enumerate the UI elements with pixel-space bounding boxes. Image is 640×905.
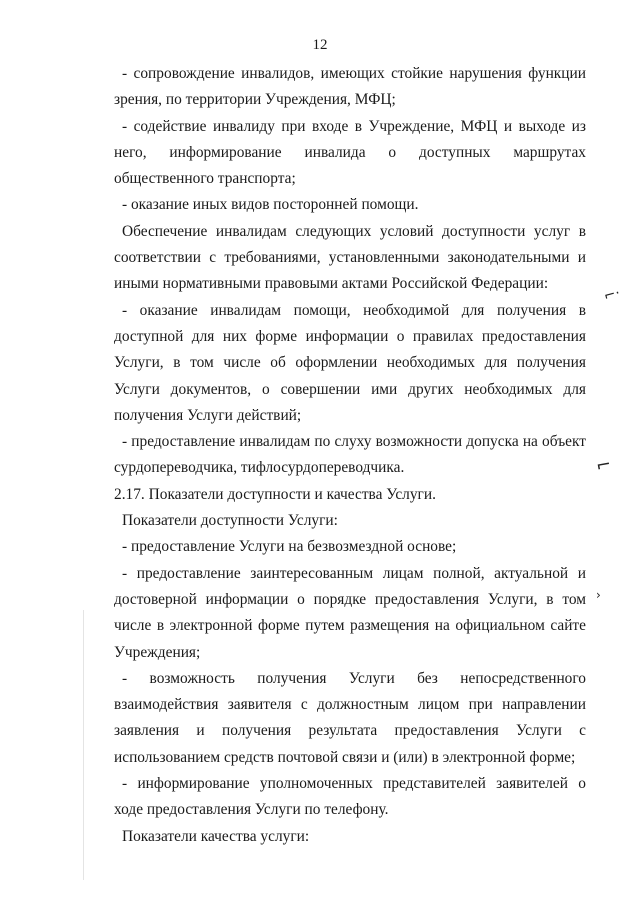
paragraph-sign-language: - предоставление инвалидам по слуху возможности допуска на объект сурдопереводчика, тифлосурдопереводчика. — [114, 433, 586, 477]
paragraph-remote-access: - возможность получения Услуги без непосредственного взаимодействия заявителя с должностным лицом при направлении заявления и получения результата предоставления Услуги с использованием средств почтовой связи и (или) в электронной форме; — [114, 669, 586, 766]
paragraph-complete-information: - предоставление заинтересованным лицам полной, актуальной и достоверной информации о порядке предоставления Услуги, в том числе в электронной форме путем размещения на официальном сайте Учреждения; — [114, 564, 586, 661]
scan-artifact-line — [83, 610, 84, 880]
margin-tick-mark-icon: ⌐ — [594, 453, 613, 478]
document-body — [114, 61, 586, 850]
subheading-accessibility-indicators: Показатели доступности Услуги: — [122, 512, 338, 530]
page-number: 12 — [312, 37, 328, 53]
margin-tick-mark-icon: › — [596, 588, 601, 602]
paragraph-entry-assistance: - содействие инвалиду при входе в Учреждение, МФЦ и выходе из него, информирование инвалида о доступных маршрутах общественного транспорта; — [114, 117, 586, 188]
paragraph-accessibility-conditions: Обеспечение инвалидам следующих условий доступности услуг в соответствии с требованиями, установленными законодательными и иными нормативными правовыми актами Российской Федерации: — [114, 222, 586, 293]
paragraph-free-service: - предоставление Услуги на безвозмездной основе; — [122, 538, 457, 556]
subheading-quality-indicators: Показатели качества услуги: — [122, 827, 310, 845]
paragraph-escort-visually-impaired: - сопровождение инвалидов, имеющих стойкие нарушения функции зрения, по территории Учреждения, МФЦ; — [114, 65, 586, 109]
paragraph-information-help: - оказание инвалидам помощи, необходимой для получения в доступной для них форме информации о правилах предоставления Услуги, в том числе об оформлении необходимых для получения Услуги документов, о совершении ими других необходимых для получения Услуги действий; — [114, 301, 586, 424]
paragraph-other-assistance: - оказание иных видов посторонней помощи. — [122, 196, 419, 214]
section-heading-2-17: 2.17. Показатели доступности и качества Услуги. — [114, 485, 436, 503]
paragraph-phone-information: - информирование уполномоченных представителей заявителей о ходе предоставления Услуги по телефону. — [114, 775, 586, 819]
margin-tick-mark-icon: ⌐· — [602, 285, 622, 305]
